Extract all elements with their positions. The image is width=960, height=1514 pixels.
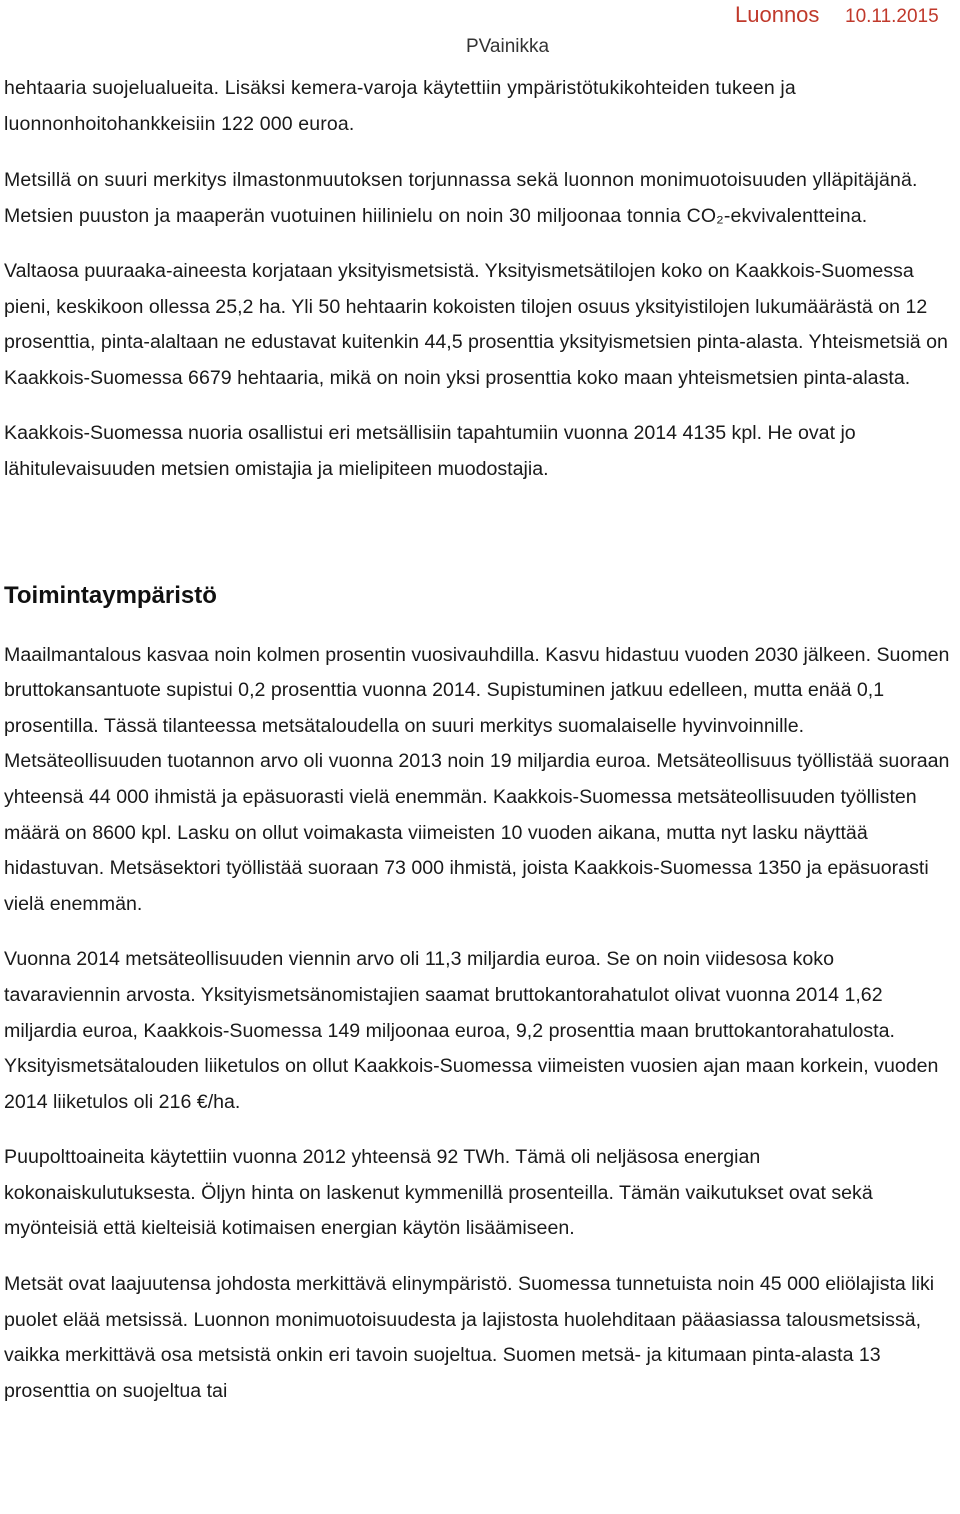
document-author: PVainikka <box>466 36 550 57</box>
document-date: 10.11.2015 <box>845 6 939 27</box>
paragraph-private-forests: Valtaosa puuraaka-aineesta korjataan yksityismetsistä. Yksityismetsätilojen koko on Kaakkois-Suomessa pieni, keskikoon ollessa 25,2 ha. Yli 50 hehtaarin kokoisten tilojen osuus yksityistilojen lukumäärästä on 12 prosenttia, pinta-alaltaan ne edustavat kuitenkin 44,5 prosenttia yksityismetsien pinta-alasta. Yhteismetsiä on Kaakkois-Suomessa 6679 hehtaaria, mikä on noin yksi prosenttia koko maan yhteismetsien pinta-alasta. <box>4 260 948 389</box>
paragraph-exports: Vuonna 2014 metsäteollisuuden viennin arvo oli 11,3 miljardia euroa. Se on noin viidesosa koko tavaraviennin arvosta. Yksityismetsänomistajien saamat bruttokantorahatulot olivat vuonna 2014 1,62 miljardia euroa, Kaakkois-Suomessa 149 miljoonaa euroa, 9,2 prosenttia maan bruttokantorahatulosta. Yksityismetsätalouden liiketulos on ollut Kaakkois-Suomessa viimeisten vuosien ajan maan korkein, vuoden 2014 liiketulos oli 216 €/ha. <box>4 948 939 1113</box>
paragraph-youth-events: Kaakkois-Suomessa nuoria osallistui eri metsällisiin tapahtumiin vuonna 2014 4135 kpl. He ovat jo lähitulevaisuuden metsien omistajia ja mielipiteen muodostajia. <box>4 422 856 480</box>
draft-status-label: Luonnos <box>735 2 820 27</box>
section-heading: Toimintaympäristö <box>4 581 217 609</box>
paragraph-wood-fuels: Puupolttoaineita käytettiin vuonna 2012 yhteensä 92 TWh. Tämä oli neljäsosa energian kokonaiskulutuksesta. Öljyn hinta on laskenut kymmenillä prosenteilla. Tämän vaikutukset ovat sekä myönteisiä että kielteisiä kotimaisen energian käytön lisäämiseen. <box>4 1146 873 1240</box>
paragraph-economy: Maailmantalous kasvaa noin kolmen prosentin vuosivauhdilla. Kasvu hidastuu vuoden 2030 jälkeen. Suomen bruttokansantuote supistui 0,2 prosenttia vuonna 2014. Supistuminen jatkuu edelleen, mutta enää 0,1 prosentilla. Tässä tilanteessa metsätaloudella on suuri merkitys suomalaiselle hyvinvoinnille. Metsäteollisuuden tuotannon arvo oli vuonna 2013 noin 19 miljardia euroa. Metsäteollisuus työllistää suoraan yhteensä 44 000 ihmistä ja epäsuorasti vielä enemmän. Kaakkois-Suomessa metsäteollisuuden työllisten määrä on 8600 kpl. Lasku on ollut voimakasta viimeisten 10 vuoden aikana, mutta nyt lasku näyttää hidastuvan. Metsäsektori työllistää suoraan 73 000 ihmistä, joista Kaakkois-Suomessa 1350 ja epäsuorasti vielä enemmän. <box>4 643 950 915</box>
paragraph-climate: Metsillä on suuri merkitys ilmastonmuutoksen torjunnassa sekä luonnon monimuotoisuuden ylläpitäjänä. Metsien puuston ja maaperän vuotuinen hiilinielu on noin 30 miljoonaa tonnia CO₂-ekvivalentteina. <box>4 169 918 227</box>
paragraph-biodiversity: Metsät ovat laajuutensa johdosta merkittävä elinympäristö. Suomessa tunnetuista noin 45 000 eliölajista liki puolet elää metsissä. Luonnon monimuotoisuudesta ja lajistosta huolehditaan pääasiassa talousmetsissä, vaikka merkittävä osa metsistä onkin eri tavoin suojeltua. Suomen metsä- ja kitumaan pinta-alasta 13 prosenttia on suojeltua tai <box>4 1273 935 1402</box>
document-body <box>4 70 954 1409</box>
paragraph-protected-areas: hehtaaria suojelualueita. Lisäksi kemera-varoja käytettiin ympäristötukikohteiden tukeen ja luonnonhoitohankkeisiin 122 000 euroa. <box>4 77 796 135</box>
